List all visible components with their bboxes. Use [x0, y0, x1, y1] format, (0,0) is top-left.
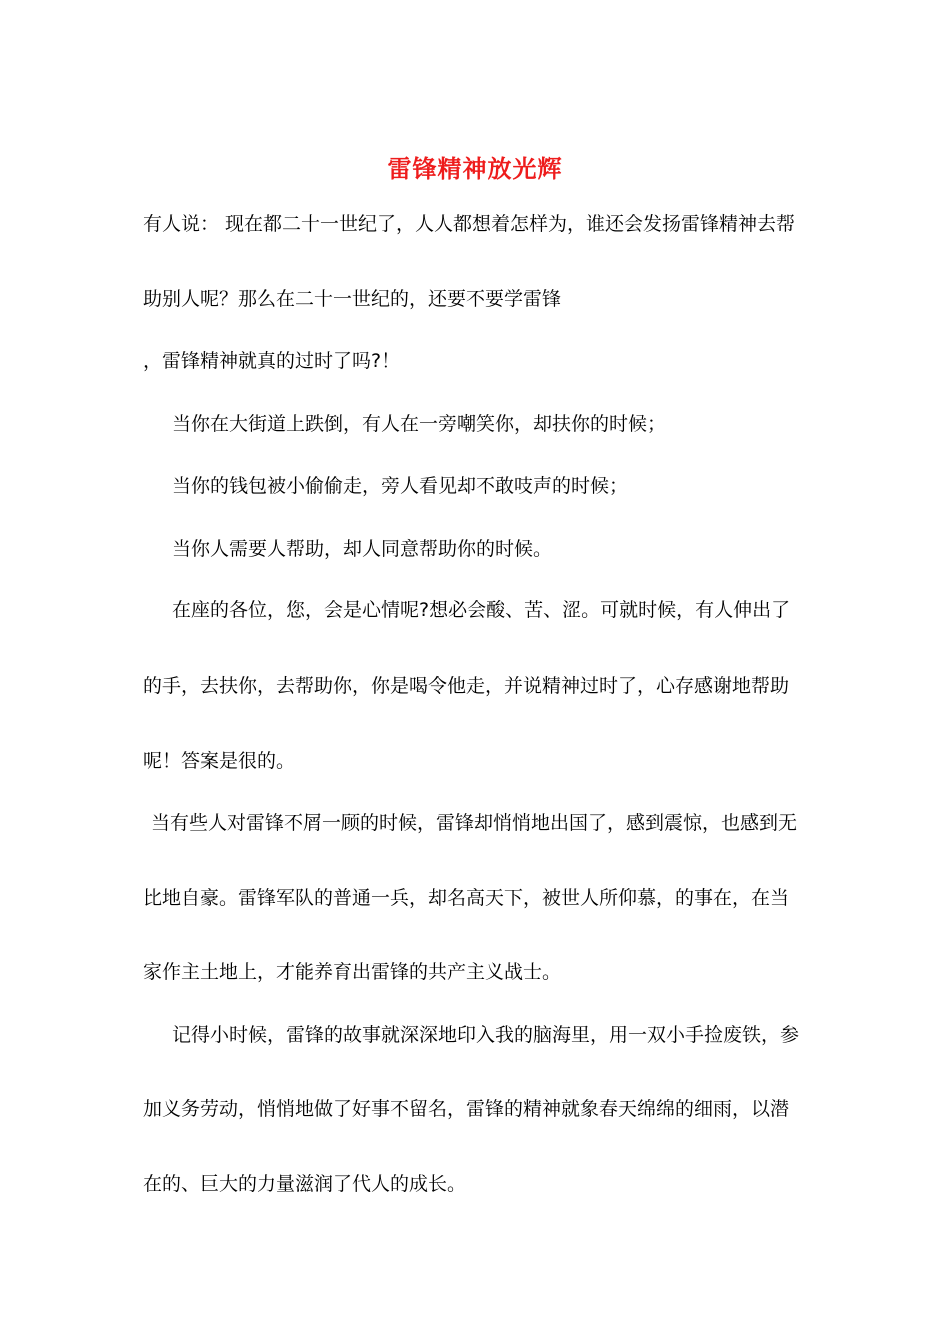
paragraph-line: 呢！答案是很的。 — [143, 750, 296, 772]
paragraph-line: 当有些人对雷锋不屑一顾的时候，雷锋却悄悄地出国了，感到震惊，也感到无 — [151, 812, 798, 834]
paragraph-line: 在座的各位，您，会是心情呢?想必会酸、苦、涩。可就时候，有人伸出了 — [172, 599, 791, 621]
document-title: 雷锋精神放光辉 — [387, 155, 563, 183]
paragraph-line: 助别人呢？那么在二十一世纪的，还要不要学雷锋 — [143, 288, 562, 310]
paragraph-line: ，雷锋精神就真的过时了吗?！ — [143, 350, 401, 372]
paragraph-line: 当你的钱包被小偷偷走，旁人看见却不敢吱声的时候； — [172, 475, 629, 497]
paragraph-line: 的手，去扶你，去帮助你，你是喝令他走，并说精神过时了，心存感谢地帮助 — [143, 675, 790, 697]
paragraph-line: 有人说： 现在都二十一世纪了，人人都想着怎样为，谁还会发扬雷锋精神去帮 — [143, 213, 796, 235]
paragraph-line: 当你人需要人帮助，却人同意帮助你的时候。 — [172, 538, 553, 560]
paragraph-line: 比地自豪。雷锋军队的普通一兵，却名高天下，被世人所仰慕，的事在，在当 — [143, 887, 790, 909]
paragraph-line: 加义务劳动，悄悄地做了好事不留名，雷锋的精神就象春天绵绵的细雨，以潜 — [143, 1098, 790, 1120]
paragraph-line: 记得小时候，雷锋的故事就深深地印入我的脑海里，用一双小手捡废铁，参 — [172, 1024, 800, 1046]
paragraph-line: 在的、巨大的力量滋润了代人的成长。 — [143, 1173, 467, 1195]
paragraph-line: 当你在大街道上跌倒，有人在一旁嘲笑你，却扶你的时候； — [172, 413, 667, 435]
paragraph-line: 家作主土地上，才能养育出雷锋的共产主义战士。 — [143, 961, 562, 983]
